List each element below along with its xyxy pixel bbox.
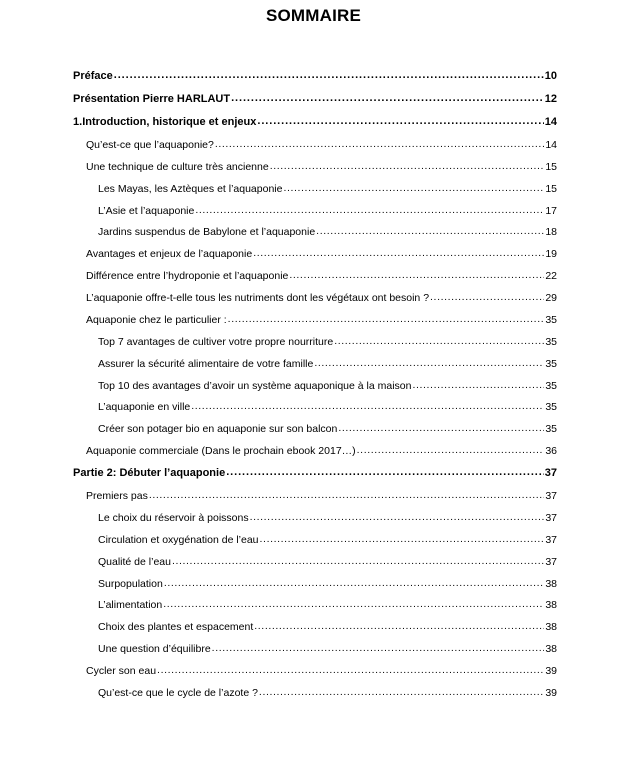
toc-entry-title: Cycler son eau xyxy=(86,665,157,677)
toc-entry-page-number: 22 xyxy=(545,270,557,282)
toc-entry-title: Partie 2: Débuter l’aquaponie xyxy=(73,467,226,479)
toc-entry-page-number: 17 xyxy=(545,205,557,217)
toc-entry[interactable] xyxy=(86,269,557,283)
toc-entry[interactable] xyxy=(98,598,557,612)
toc-entry-page-number: 35 xyxy=(545,336,557,348)
dot-leader xyxy=(289,268,544,282)
toc-entry-page-number: 37 xyxy=(545,556,557,568)
toc-entry-title: Top 10 des avantages d’avoir un système aquaponique à la maison xyxy=(98,380,412,392)
dot-leader xyxy=(430,290,544,304)
dot-leader xyxy=(334,334,544,348)
dot-leader xyxy=(260,532,545,546)
dot-leader xyxy=(357,443,545,457)
toc-entry-page-number: 36 xyxy=(545,445,557,457)
dot-leader xyxy=(270,159,545,173)
toc-entry-title: L’aquaponie offre-t-elle tous les nutriments dont les végétaux ont besoin ? xyxy=(86,292,430,304)
toc-entry[interactable] xyxy=(98,379,557,393)
toc-entry[interactable] xyxy=(73,466,557,480)
toc-entry[interactable] xyxy=(86,313,557,327)
toc-entry-title: Le choix du réservoir à poissons xyxy=(98,512,249,524)
toc-entry-title: Présentation Pierre HARLAUT xyxy=(73,93,231,105)
toc-entry-title: Circulation et oxygénation de l’eau xyxy=(98,534,259,546)
toc-entry-number: 1. xyxy=(73,116,83,128)
toc-entry-title: Introduction, historique et enjeux xyxy=(82,116,257,128)
toc-entry-page-number: 37 xyxy=(545,534,557,546)
toc-entry-page-number: 14 xyxy=(544,116,557,128)
toc-entry-title: Qu’est-ce que l’aquaponie? xyxy=(86,139,214,151)
dot-leader xyxy=(191,399,544,413)
toc-entry[interactable] xyxy=(98,577,557,591)
dot-leader xyxy=(254,619,544,633)
dot-leader xyxy=(259,685,544,699)
toc-entry-page-number: 35 xyxy=(545,423,557,435)
toc-entry-page-number: 15 xyxy=(545,161,557,173)
toc-entry[interactable] xyxy=(98,357,557,371)
toc-entry[interactable] xyxy=(98,225,557,239)
toc-entry[interactable] xyxy=(73,115,557,129)
toc-entry-title: Assurer la sécurité alimentaire de votre famille xyxy=(98,358,314,370)
toc-entry-page-number: 37 xyxy=(545,490,557,502)
toc-entry-title: Choix des plantes et espacement xyxy=(98,621,254,633)
toc-entry-page-number: 19 xyxy=(545,248,557,260)
toc-entry-page-number: 35 xyxy=(545,358,557,370)
toc-entry[interactable] xyxy=(98,335,557,349)
dot-leader xyxy=(412,378,544,392)
toc-entry-title: Une technique de culture très ancienne xyxy=(86,161,269,173)
dot-leader xyxy=(164,576,545,590)
toc-entry-title: Différence entre l’hydroponie et l’aquaponie xyxy=(86,270,289,282)
toc-entry[interactable] xyxy=(86,160,557,174)
toc-entry[interactable] xyxy=(86,291,557,305)
toc-entry-page-number: 39 xyxy=(545,665,557,677)
dot-leader xyxy=(149,488,544,502)
toc-entry[interactable] xyxy=(73,92,557,106)
dot-leader xyxy=(338,421,544,435)
toc-entry-title: L’alimentation xyxy=(98,599,163,611)
toc-entry-page-number: 38 xyxy=(545,643,557,655)
toc-entry[interactable] xyxy=(98,555,557,569)
toc-entry-title: Aquaponie commerciale (Dans le prochain ebook 2017…) xyxy=(86,445,356,457)
dot-leader xyxy=(157,663,544,677)
toc-entry[interactable] xyxy=(86,247,557,261)
toc-entry-title: L’Asie et l’aquaponie xyxy=(98,205,195,217)
toc-entry[interactable] xyxy=(98,642,557,656)
toc-entry[interactable] xyxy=(98,511,557,525)
toc-entry-page-number: 15 xyxy=(545,183,557,195)
toc-entry-title: Avantages et enjeux de l’aquaponie xyxy=(86,248,253,260)
toc-entry[interactable] xyxy=(98,686,557,700)
dot-leader xyxy=(228,312,545,326)
toc-entry[interactable] xyxy=(73,69,557,83)
toc-entry-page-number: 29 xyxy=(545,292,557,304)
toc-entry-page-number: 10 xyxy=(544,70,557,82)
toc-entry-page-number: 39 xyxy=(545,687,557,699)
toc-entry-page-number: 35 xyxy=(545,401,557,413)
dot-leader xyxy=(283,181,544,195)
toc-entry-page-number: 37 xyxy=(545,512,557,524)
toc-entry-title: Top 7 avantages de cultiver votre propre nourriture xyxy=(98,336,334,348)
toc-entry-title: Préface xyxy=(73,70,113,82)
toc-entry[interactable] xyxy=(98,620,557,634)
toc-entry-title: Surpopulation xyxy=(98,578,163,590)
toc-entry-page-number: 38 xyxy=(545,578,557,590)
toc-entry[interactable] xyxy=(86,444,557,458)
dot-leader xyxy=(114,68,544,82)
toc-entry-title: Premiers pas xyxy=(86,490,148,502)
dot-leader xyxy=(212,641,545,655)
dot-leader xyxy=(195,203,544,217)
toc-entry[interactable] xyxy=(86,664,557,678)
toc-entry[interactable] xyxy=(86,138,557,152)
dot-leader xyxy=(257,114,543,128)
toc-entry-page-number: 14 xyxy=(545,139,557,151)
dot-leader xyxy=(215,137,544,151)
toc-entry[interactable] xyxy=(98,400,557,414)
toc-entry-title: Qualité de l’eau xyxy=(98,556,171,568)
toc-entry-title: L’aquaponie en ville xyxy=(98,401,191,413)
toc-entry-page-number: 38 xyxy=(545,621,557,633)
toc-entry-title: Créer son potager bio en aquaponie sur son balcon xyxy=(98,423,338,435)
toc-entry-title: Aquaponie chez le particulier : xyxy=(86,314,227,326)
dot-leader xyxy=(226,465,544,479)
toc-entry-page-number: 38 xyxy=(545,599,557,611)
toc-entry-title: Jardins suspendus de Babylone et l’aquaponie xyxy=(98,226,316,238)
toc-entry-title: Une question d’équilibre xyxy=(98,643,211,655)
dot-leader xyxy=(163,597,544,611)
toc-entry[interactable] xyxy=(98,182,557,196)
dot-leader xyxy=(172,554,544,568)
dot-leader xyxy=(253,246,544,260)
toc-entry[interactable] xyxy=(86,489,557,503)
toc-entry-title: Qu’est-ce que le cycle de l’azote ? xyxy=(98,687,258,699)
toc-entry-page-number: 18 xyxy=(545,226,557,238)
dot-leader xyxy=(314,356,544,370)
toc-entry-page-number: 35 xyxy=(545,314,557,326)
dot-leader xyxy=(316,224,544,238)
page-title: SOMMAIRE xyxy=(265,6,362,25)
toc-entry-page-number: 12 xyxy=(544,93,557,105)
dot-leader xyxy=(250,510,545,524)
dot-leader xyxy=(231,91,544,105)
toc-entry-page-number: 37 xyxy=(544,467,557,479)
toc-entry[interactable] xyxy=(98,533,557,547)
toc-entry[interactable] xyxy=(98,204,557,218)
toc-entry-title: Les Mayas, les Aztèques et l’aquaponie xyxy=(98,183,283,195)
toc-entry[interactable] xyxy=(98,422,557,436)
toc-entry-page-number: 35 xyxy=(545,380,557,392)
